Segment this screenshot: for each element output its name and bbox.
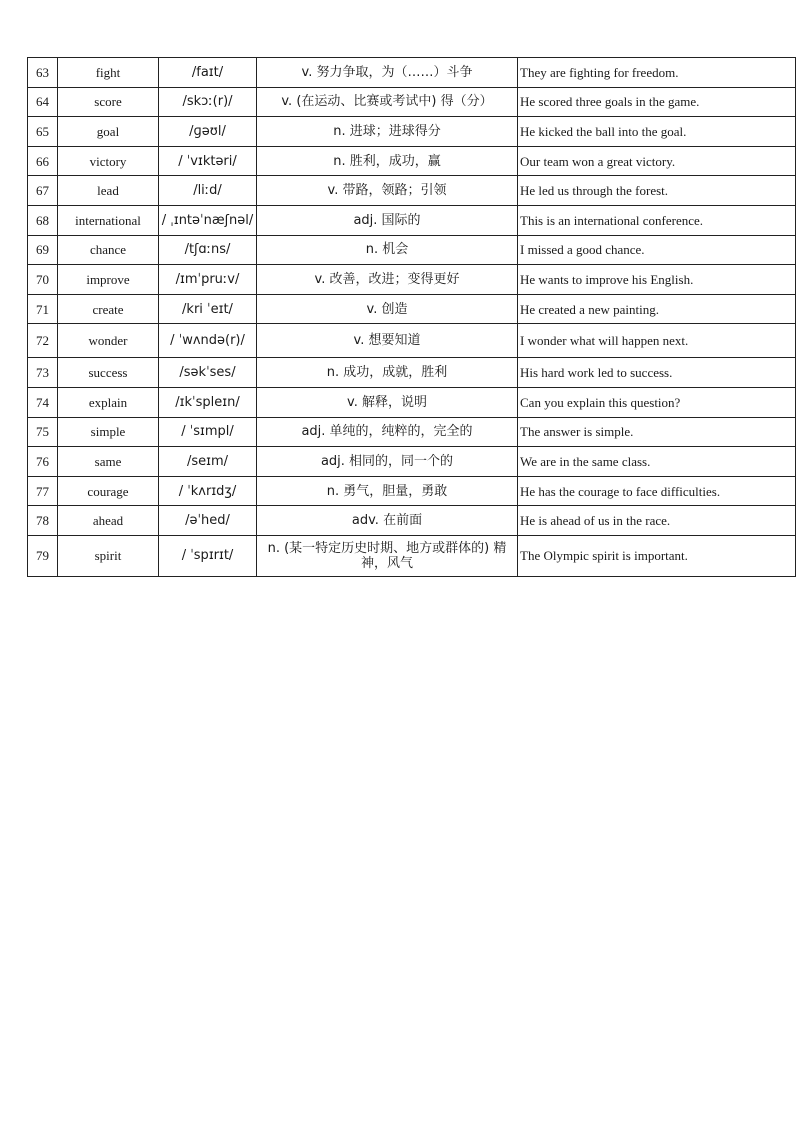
meaning: n. 进球；进球得分: [257, 117, 518, 147]
meaning: v. 努力争取，为（……）斗争: [257, 58, 518, 88]
meaning: n. 成功，成就，胜利: [257, 358, 518, 388]
meaning: n. 机会: [257, 235, 518, 265]
meaning: n. 勇气，胆量，勇敢: [257, 476, 518, 506]
table-row: [28, 447, 796, 477]
example-sentence: Can you explain this question?: [518, 387, 796, 417]
meaning: v. 想要知道: [257, 324, 518, 358]
table-row: [28, 205, 796, 235]
meaning: v. 带路，领路；引领: [257, 176, 518, 206]
table-row: [28, 324, 796, 358]
row-number: 65: [28, 117, 58, 147]
word: lead: [58, 176, 159, 206]
row-number: 69: [28, 235, 58, 265]
row-number: 74: [28, 387, 58, 417]
meaning: v. 改善，改进；变得更好: [257, 265, 518, 295]
meaning: adj. 国际的: [257, 205, 518, 235]
phonetic: /seɪm/: [159, 447, 257, 477]
example-sentence: Our team won a great victory.: [518, 146, 796, 176]
table-row: [28, 265, 796, 295]
example-sentence: He scored three goals in the game.: [518, 87, 796, 117]
table-row: [28, 294, 796, 324]
word: success: [58, 358, 159, 388]
example-sentence: They are fighting for freedom.: [518, 58, 796, 88]
table-row: [28, 58, 796, 88]
vocabulary-table-body: [28, 58, 796, 577]
table-row: [28, 146, 796, 176]
row-number: 72: [28, 324, 58, 358]
row-number: 77: [28, 476, 58, 506]
table-row: [28, 87, 796, 117]
vocabulary-table: [27, 57, 796, 577]
word: goal: [58, 117, 159, 147]
row-number: 68: [28, 205, 58, 235]
table-row: [28, 417, 796, 447]
word: explain: [58, 387, 159, 417]
example-sentence: The answer is simple.: [518, 417, 796, 447]
table-row: [28, 176, 796, 206]
example-sentence: I wonder what will happen next.: [518, 324, 796, 358]
word: ahead: [58, 506, 159, 536]
phonetic: /ɪkˈspleɪn/: [159, 387, 257, 417]
row-number: 70: [28, 265, 58, 295]
word: spirit: [58, 535, 159, 576]
table-row: [28, 506, 796, 536]
row-number: 67: [28, 176, 58, 206]
example-sentence: I missed a good chance.: [518, 235, 796, 265]
word: courage: [58, 476, 159, 506]
word: simple: [58, 417, 159, 447]
phonetic: /liːd/: [159, 176, 257, 206]
example-sentence: His hard work led to success.: [518, 358, 796, 388]
phonetic: / ˈspɪrɪt/: [159, 535, 257, 576]
phonetic: /ɡəʊl/: [159, 117, 257, 147]
word: create: [58, 294, 159, 324]
example-sentence: He kicked the ball into the goal.: [518, 117, 796, 147]
meaning: adj. 相同的，同一个的: [257, 447, 518, 477]
row-number: 64: [28, 87, 58, 117]
example-sentence: He led us through the forest.: [518, 176, 796, 206]
meaning: v. (在运动、比赛或考试中) 得（分）: [257, 87, 518, 117]
example-sentence: He is ahead of us in the race.: [518, 506, 796, 536]
phonetic: /kri ˈeɪt/: [159, 294, 257, 324]
phonetic: /skɔː(r)/: [159, 87, 257, 117]
table-row: [28, 535, 796, 576]
meaning: adj. 单纯的，纯粹的，完全的: [257, 417, 518, 447]
meaning: n. (某一特定历史时期、地方或群体的) 精神，风气: [257, 535, 518, 576]
row-number: 79: [28, 535, 58, 576]
word: score: [58, 87, 159, 117]
phonetic: / ˌɪntəˈnæʃnəl/: [159, 205, 257, 235]
phonetic: /tʃɑːns/: [159, 235, 257, 265]
row-number: 63: [28, 58, 58, 88]
phonetic: /səkˈses/: [159, 358, 257, 388]
meaning: n. 胜利，成功，赢: [257, 146, 518, 176]
table-row: [28, 235, 796, 265]
word: improve: [58, 265, 159, 295]
example-sentence: This is an international conference.: [518, 205, 796, 235]
word: victory: [58, 146, 159, 176]
phonetic: /ɪmˈpruːv/: [159, 265, 257, 295]
phonetic: /əˈhed/: [159, 506, 257, 536]
phonetic: /faɪt/: [159, 58, 257, 88]
row-number: 78: [28, 506, 58, 536]
table-row: [28, 358, 796, 388]
word: same: [58, 447, 159, 477]
row-number: 66: [28, 146, 58, 176]
word: chance: [58, 235, 159, 265]
phonetic: / ˈkʌrɪdʒ/: [159, 476, 257, 506]
example-sentence: We are in the same class.: [518, 447, 796, 477]
phonetic: / ˈsɪmpl/: [159, 417, 257, 447]
table-row: [28, 117, 796, 147]
table-row: [28, 387, 796, 417]
row-number: 71: [28, 294, 58, 324]
phonetic: / ˈwʌndə(r)/: [159, 324, 257, 358]
word: fight: [58, 58, 159, 88]
row-number: 73: [28, 358, 58, 388]
meaning: adv. 在前面: [257, 506, 518, 536]
example-sentence: He wants to improve his English.: [518, 265, 796, 295]
row-number: 75: [28, 417, 58, 447]
word: international: [58, 205, 159, 235]
example-sentence: He created a new painting.: [518, 294, 796, 324]
meaning: v. 创造: [257, 294, 518, 324]
row-number: 76: [28, 447, 58, 477]
word: wonder: [58, 324, 159, 358]
example-sentence: The Olympic spirit is important.: [518, 535, 796, 576]
phonetic: / ˈvɪktəri/: [159, 146, 257, 176]
example-sentence: He has the courage to face difficulties.: [518, 476, 796, 506]
meaning: v. 解释，说明: [257, 387, 518, 417]
table-row: [28, 476, 796, 506]
